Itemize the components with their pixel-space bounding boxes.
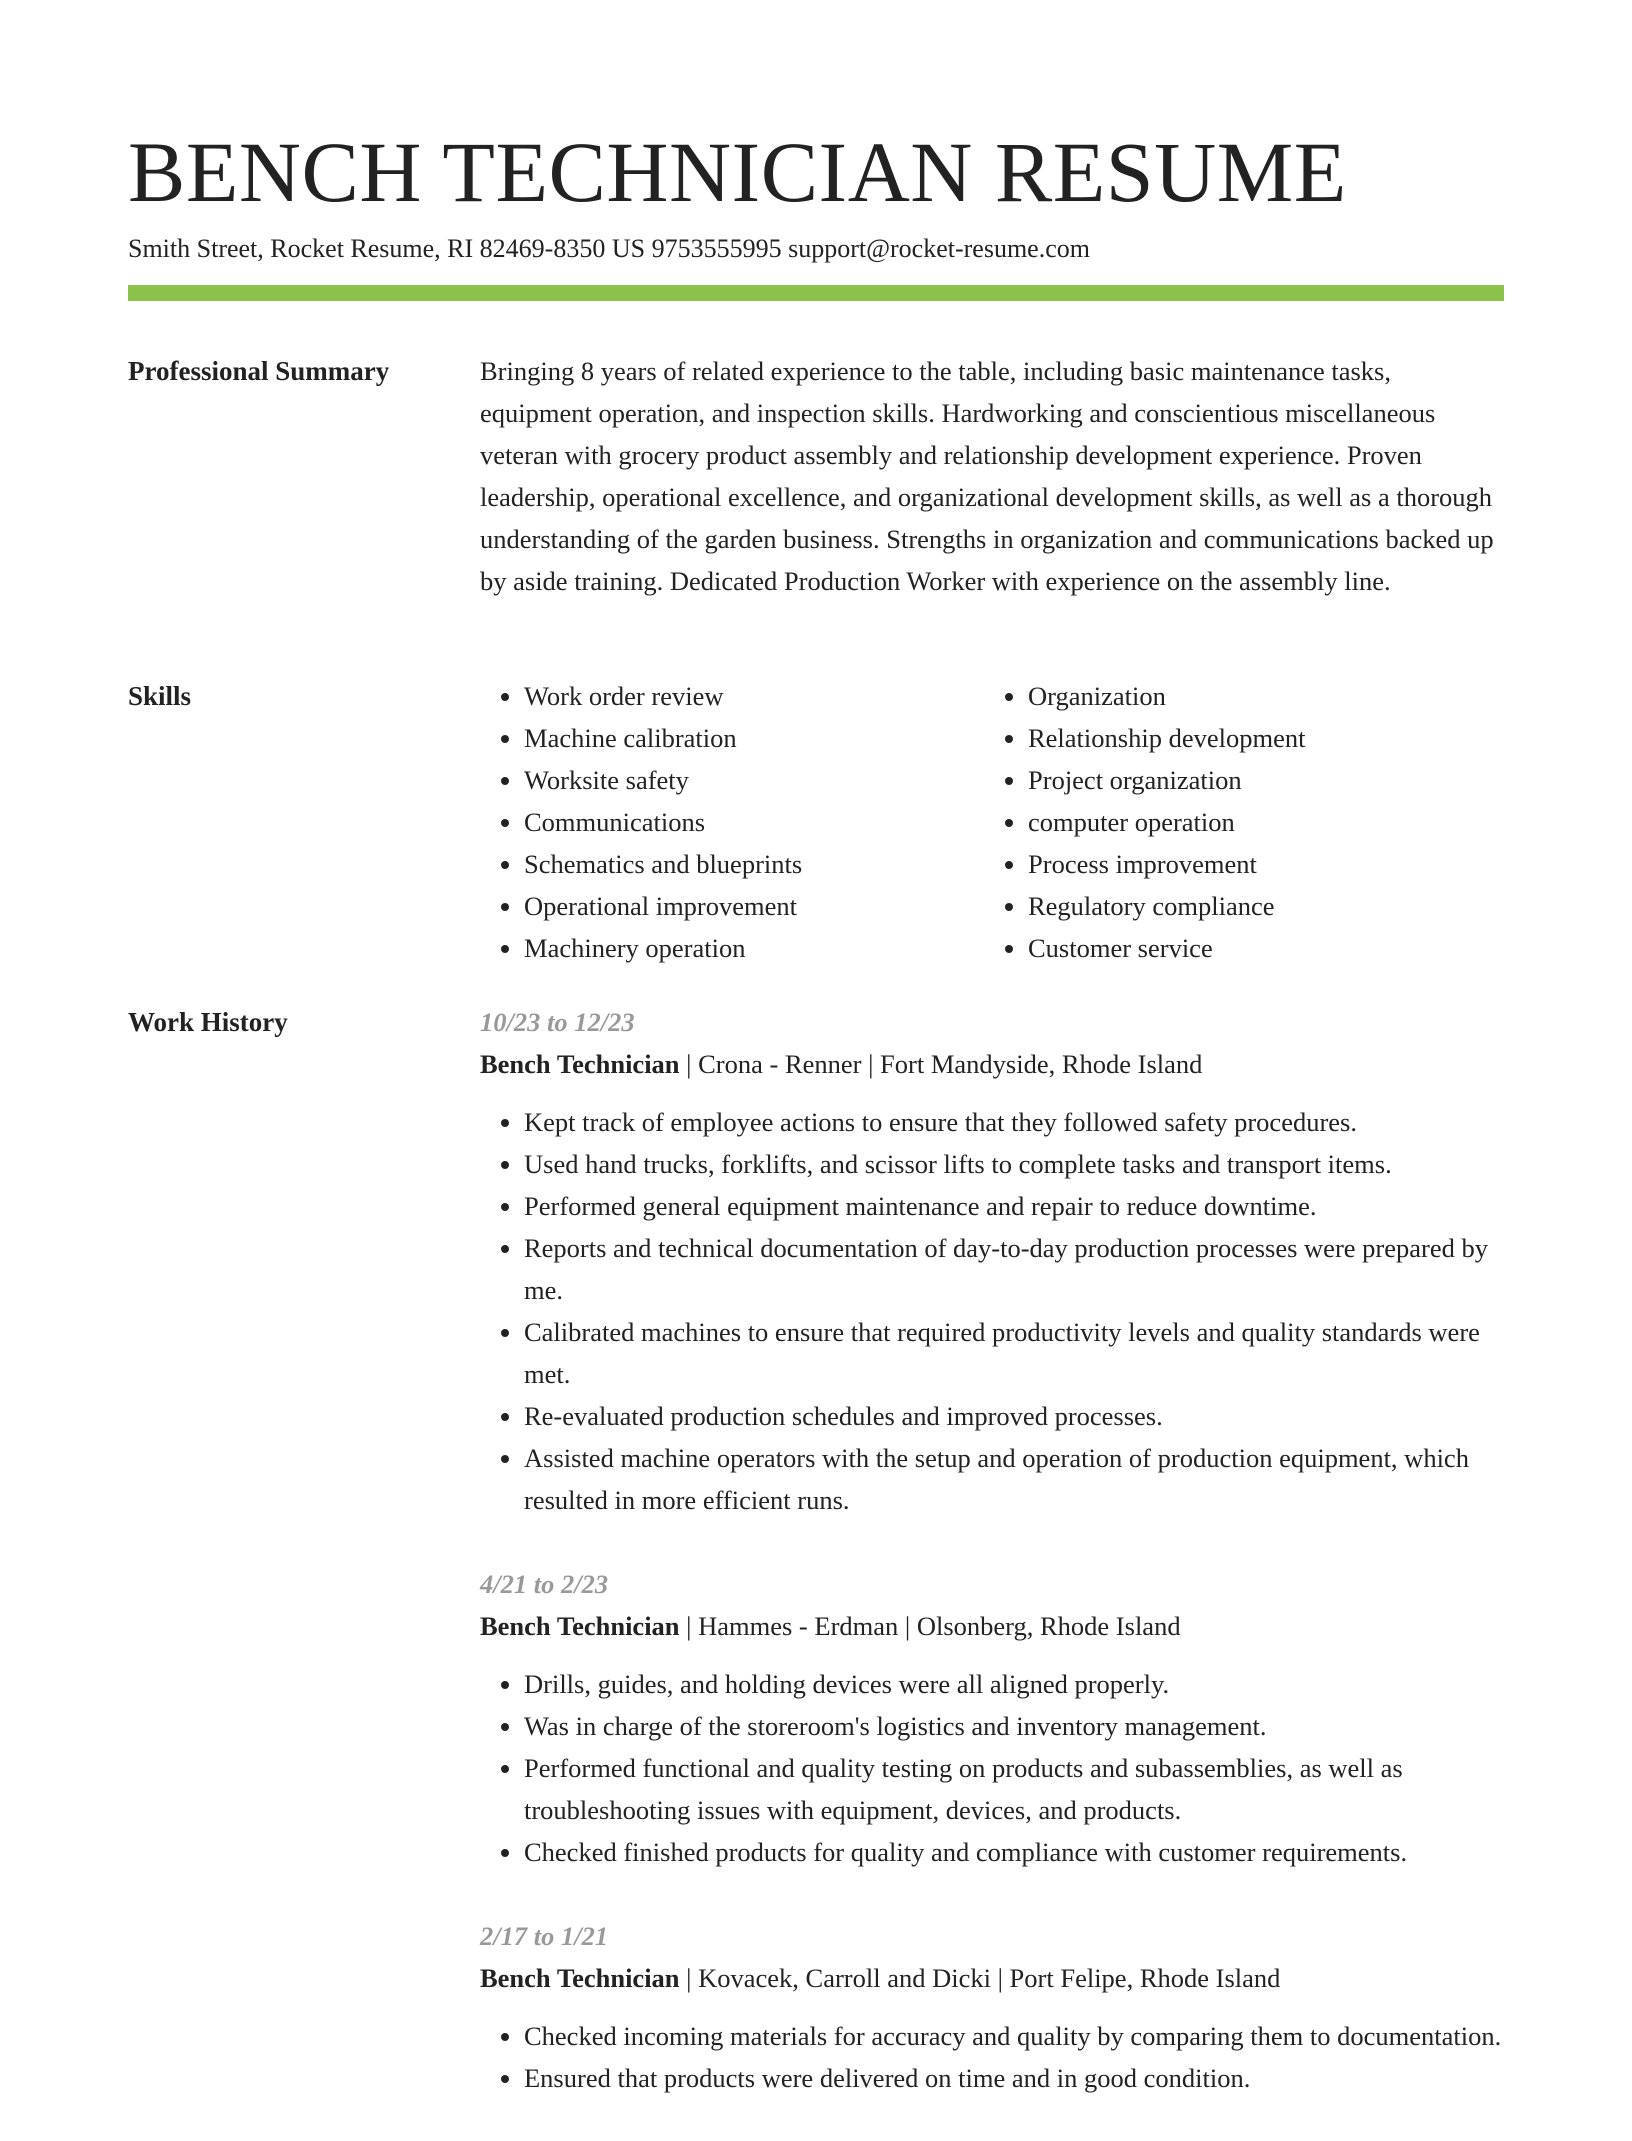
job-entry xyxy=(480,1563,1504,1873)
skill-item: • computer operation xyxy=(1028,801,1488,843)
job-dates: 4/21 to 2/23 xyxy=(480,1569,609,1599)
job-bullet: • Was in charge of the storeroom's logistics and inventory management. xyxy=(524,1705,1504,1747)
job-bullet: • Calibrated machines to ensure that required productivity levels and quality standards were met. xyxy=(524,1311,1504,1395)
skill-item: • Relationship development xyxy=(1028,717,1488,759)
job-entry xyxy=(480,1915,1504,2099)
job-bullet: • Ensured that products were delivered on time and in good condition. xyxy=(524,2057,1504,2099)
summary-body xyxy=(480,350,1504,602)
skills-list-left xyxy=(480,675,984,969)
job-bullets xyxy=(480,1663,1504,1873)
skills-body xyxy=(480,675,1504,969)
skill-item: • Work order review xyxy=(524,675,984,717)
summary-text: Bringing 8 years of related experience to the table, including basic maintenance tasks, equipment operation, and inspection skills. Hardworking and conscientious miscellaneous veteran with grocery product assembly and relationship development experience. Proven leadership, operational excellence, and organizational development skills, as well as a thorough understanding of the garden business. Strengths in organization and communications backed up by aside training. Dedicated Production Worker with experience on the assembly line. xyxy=(480,356,1494,596)
skill-item: • Operational improvement xyxy=(524,885,984,927)
job-heading xyxy=(480,1605,1504,1647)
job-bullet: • Assisted machine operators with the setup and operation of production equipment, which resulted in more efficient runs. xyxy=(524,1437,1504,1521)
skills-heading: Skills xyxy=(128,681,192,711)
job-details: | Kovacek, Carroll and Dicki | Port Felipe, Rhode Island xyxy=(679,1963,1281,1993)
skill-item: • Schematics and blueprints xyxy=(524,843,984,885)
skill-item: • Communications xyxy=(524,801,984,843)
skill-item: • Machinery operation xyxy=(524,927,984,969)
skill-item: • Worksite safety xyxy=(524,759,984,801)
skill-item: • Organization xyxy=(1028,675,1488,717)
job-bullet: • Used hand trucks, forklifts, and scissor lifts to complete tasks and transport items. xyxy=(524,1143,1504,1185)
resume-title: BENCH TECHNICIAN RESUME xyxy=(128,124,1347,220)
skill-item: • Customer service xyxy=(1028,927,1488,969)
job-bullet: • Drills, guides, and holding devices were all aligned properly. xyxy=(524,1663,1504,1705)
work-body xyxy=(480,1001,1504,2141)
job-heading xyxy=(480,1043,1504,1085)
job-bullets xyxy=(480,2015,1504,2099)
job-dates: 2/17 to 1/21 xyxy=(480,1921,609,1951)
job-dates: 10/23 to 12/23 xyxy=(480,1007,635,1037)
skill-item: • Project organization xyxy=(1028,759,1488,801)
job-title: Bench Technician xyxy=(480,1963,680,1993)
job-bullet: • Performed general equipment maintenance and repair to reduce downtime. xyxy=(524,1185,1504,1227)
skill-item: • Machine calibration xyxy=(524,717,984,759)
job-bullet: • Performed functional and quality testing on products and subassemblies, as well as troubleshooting issues with equipment, devices, and products. xyxy=(524,1747,1504,1831)
skills-columns xyxy=(480,675,1504,969)
work-heading: Work History xyxy=(128,1007,288,1037)
job-heading xyxy=(480,1957,1504,1999)
job-title: Bench Technician xyxy=(480,1049,680,1079)
summary-heading: Professional Summary xyxy=(128,356,390,386)
accent-rule xyxy=(128,285,1504,301)
skill-item: • Process improvement xyxy=(1028,843,1488,885)
skills-list-right xyxy=(984,675,1488,969)
job-bullets xyxy=(480,1101,1504,1521)
skill-item: • Regulatory compliance xyxy=(1028,885,1488,927)
job-bullet: • Checked incoming materials for accuracy and quality by comparing them to documentation. xyxy=(524,2015,1504,2057)
job-bullet: • Reports and technical documentation of day-to-day production processes were prepared by me. xyxy=(524,1227,1504,1311)
job-bullet: • Checked finished products for quality and compliance with customer requirements. xyxy=(524,1831,1504,1873)
job-details: | Crona - Renner | Fort Mandyside, Rhode Island xyxy=(679,1049,1203,1079)
contact-info: Smith Street, Rocket Resume, RI 82469-8350 US 9753555995 support@rocket-resume.com xyxy=(128,234,1090,263)
job-entry xyxy=(480,1001,1504,1521)
job-bullet: • Kept track of employee actions to ensure that they followed safety procedures. xyxy=(524,1101,1504,1143)
job-bullet: • Re-evaluated production schedules and improved processes. xyxy=(524,1395,1504,1437)
job-title: Bench Technician xyxy=(480,1611,680,1641)
job-details: | Hammes - Erdman | Olsonberg, Rhode Island xyxy=(679,1611,1181,1641)
